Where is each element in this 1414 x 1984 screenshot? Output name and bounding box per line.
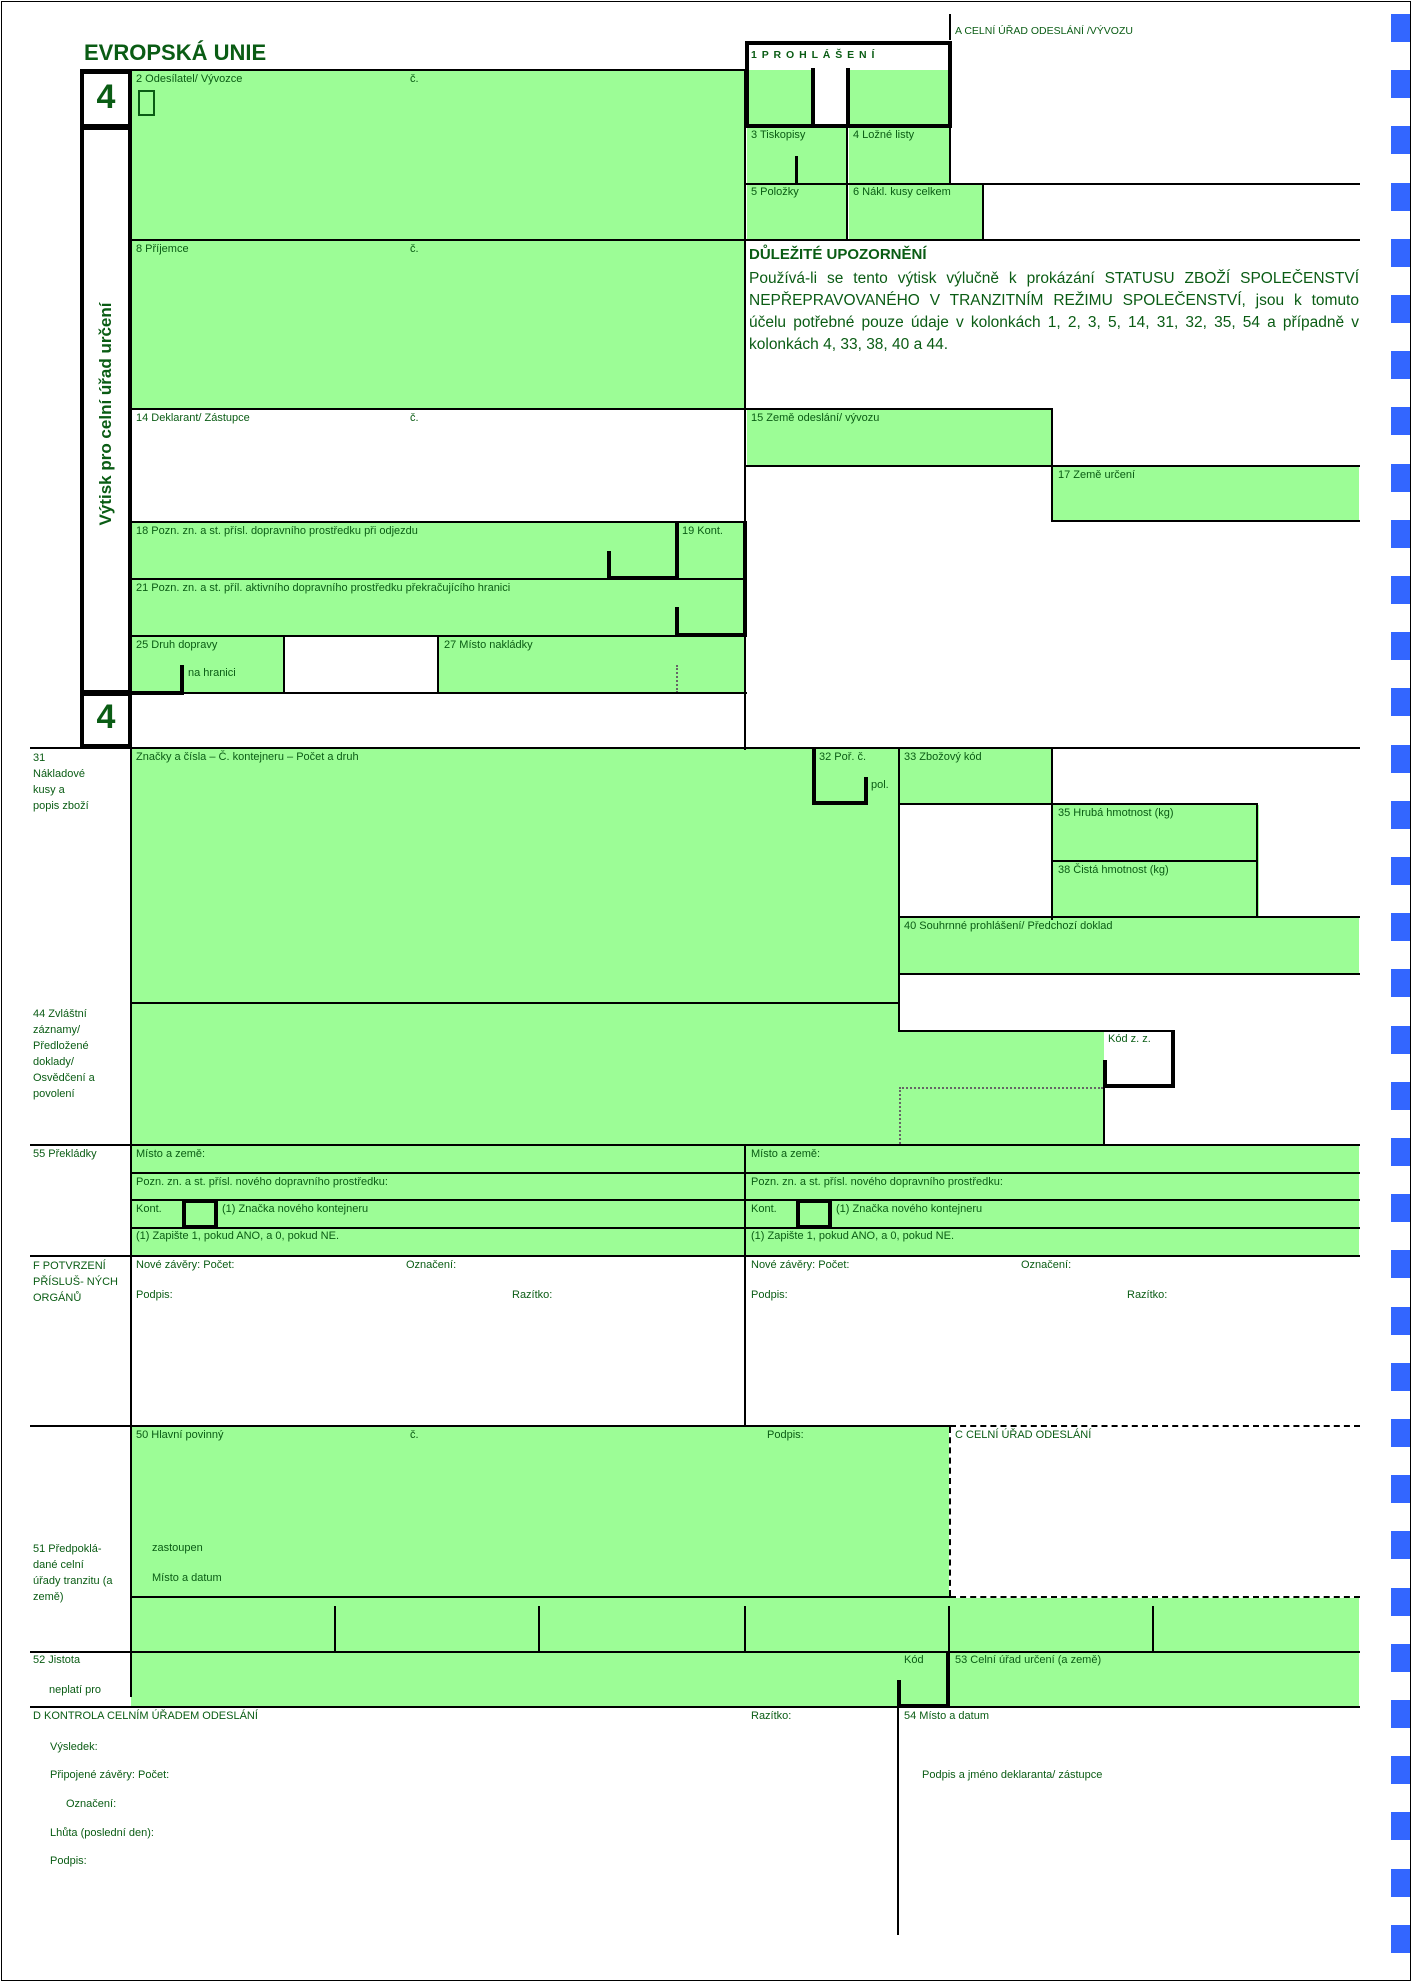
field-d-label: D KONTROLA CELNÍM ÚŘADEM ODESLÁNÍ [33, 1710, 258, 1722]
field-d-ident-label: Označení: [66, 1798, 117, 1810]
perforation-stripe [1391, 1194, 1410, 1222]
field-2-label: 2 Odesílatel/ Vývozce [136, 73, 243, 85]
field-d-sign-label: Podpis: [50, 1855, 87, 1867]
field-53-label: 53 Celní úřad určení (a země) [955, 1654, 1102, 1666]
field-55-cont-right: Kont. [751, 1203, 777, 1215]
perforation-stripe [1391, 464, 1410, 492]
perforation-stripe [1391, 1869, 1410, 1897]
copy-number-bottom: 4 [96, 698, 116, 736]
perforation-stripe [1391, 969, 1410, 997]
perforation-stripe [1391, 14, 1410, 42]
perforation-stripe [1391, 1812, 1410, 1840]
perforation-stripe [1391, 1588, 1410, 1616]
field-2-consignor[interactable] [131, 70, 745, 240]
field-55-mark-right: (1) Značka nového kontejneru [836, 1203, 983, 1215]
perforation-stripe [1391, 1419, 1410, 1447]
perforation-stripe [1391, 745, 1410, 773]
field-50-place-label: Místo a datum [152, 1572, 222, 1584]
perforation-stripe [1391, 801, 1410, 829]
checkbox-icon[interactable] [138, 90, 155, 116]
perforation-stripe [1391, 351, 1410, 379]
field-8-label: 8 Příjemce [136, 243, 189, 255]
field-55-vehicle-right: Pozn. zn. a st. přísl. nového dopravního prostředku: [751, 1176, 1003, 1188]
field-44-code-label: Kód z. z. [1108, 1033, 1151, 1045]
field-55-place-right: Místo a země: [751, 1148, 821, 1160]
page-title: EVROPSKÁ UNIE [84, 40, 267, 65]
field-c-label: C CELNÍ ÚŘAD ODESLÁNÍ [955, 1429, 1092, 1441]
field-50-sign-label: Podpis: [767, 1429, 804, 1441]
field-14-number-label: č. [410, 412, 419, 424]
perforation-stripe [1391, 1250, 1410, 1278]
perforation-stripe [1391, 70, 1410, 98]
perforation-stripe [1391, 1082, 1410, 1110]
perforation-stripe [1391, 1026, 1410, 1054]
field-3-label: 3 Tiskopisy [751, 129, 806, 141]
perforation-stripe [1391, 1644, 1410, 1672]
perforation-stripe [1391, 1138, 1410, 1166]
perforation-stripe [1391, 126, 1410, 154]
field-21-label: 21 Pozn. zn. a st. příl. aktivního dopravního prostředku překračujícího hranici [136, 582, 511, 594]
field-18-label: 18 Pozn. zn. a st. přísl. dopravního prostředku při odjezdu [136, 525, 418, 537]
field-55-place-left: Místo a země: [136, 1148, 206, 1160]
perforation-stripe [1391, 576, 1410, 604]
field-5-label: 5 Položky [751, 186, 799, 198]
box-1-label: 1 P R O H L Á Š E N Í [751, 49, 876, 61]
field-40-label: 40 Souhrnné prohlášení/ Předchozí doklad [904, 920, 1113, 932]
field-32-label: 32 Poř. č. [819, 751, 867, 763]
field-55-mark-left: (1) Značka nového kontejneru [222, 1203, 369, 1215]
field-4-label: 4 Ložné listy [853, 129, 915, 141]
perforation-stripe [1391, 913, 1410, 941]
field-d-seals-label: Připojené závěry: Počet: [50, 1769, 170, 1781]
field-8-consignee[interactable] [131, 241, 745, 409]
field-54-label: 54 Místo a datum [904, 1710, 989, 1722]
perforation-stripe [1391, 1363, 1410, 1391]
notice-text: Používá-li se tento výtisk výlučně k prokázání STATUSU ZBOŽÍ SPOLEČENSTVÍ NEPŘEPRAVOVANÉHO V TRANZITNÍM REŽIMU SPOLEČENSTVÍ, jsou k tomuto účelu potřebné pouze údaje v kolonkách 1, 2, 3, 5, 14, 31, 32, 35, 54 a případně v kolonkách 4, 33, 38, 40 a 44. [749, 270, 1359, 353]
perforation-stripe [1391, 688, 1410, 716]
field-14-label: 14 Deklarant/ Zástupce [136, 412, 250, 424]
field-35-label: 35 Hrubá hmotnost (kg) [1058, 807, 1174, 819]
field-52-sub-label: neplatí pro [49, 1684, 101, 1696]
notice-heading: DŮLEŽITÉ UPOZORNĚNÍ [749, 246, 927, 263]
perforation-stripe [1391, 1531, 1410, 1559]
field-25-label: 25 Druh dopravy [136, 639, 218, 651]
field-54-sign-label: Podpis a jméno deklaranta/ zástupce [922, 1769, 1103, 1781]
perforation-stripe [1391, 857, 1410, 885]
perforation-stripe [1391, 632, 1410, 660]
field-19-label: 19 Kont. [682, 525, 723, 537]
perforation-stripe [1391, 295, 1410, 323]
field-8-number-label: č. [410, 243, 419, 255]
perforation-stripe [1391, 1475, 1410, 1503]
field-6-label: 6 Nákl. kusy celkem [853, 186, 951, 198]
field-25-sub-label: na hranici [188, 667, 236, 679]
field-50-rep-label: zastoupen [152, 1542, 203, 1554]
field-f-side-label: F POTVRZENÍ PŘÍSLUŠ- NÝCH ORGÁNŮ [33, 1260, 118, 1304]
field-f-stamp-right: Razítko: [1127, 1289, 1168, 1301]
perforation-stripe [1391, 1756, 1410, 1784]
field-55-vehicle-left: Pozn. zn. a st. přísl. nového dopravního prostředku: [136, 1176, 388, 1188]
side-label: Výtisk pro celní úřad určení [96, 302, 115, 526]
field-f-stamp-left: Razítko: [512, 1289, 553, 1301]
field-44-side-label: 44 Zvláštní záznamy/ Předložené doklady/ Osvědčení a povolení [33, 1008, 95, 1100]
field-f-seals-right: Nové závěry: Počet: [751, 1259, 850, 1271]
field-50-label: 50 Hlavní povinný [136, 1429, 224, 1441]
perforation-stripe [1391, 1307, 1410, 1335]
field-33-label: 33 Zbožový kód [904, 751, 982, 763]
field-f-sign-left: Podpis: [136, 1289, 173, 1301]
field-32-sub-label: pol. [871, 779, 889, 791]
perforation-stripe [1391, 239, 1410, 267]
perforation-stripe [1391, 520, 1410, 548]
field-2-number-label: č. [410, 73, 419, 85]
field-55-note-right: (1) Zapište 1, pokud ANO, a 0, pokud NE. [751, 1230, 954, 1242]
field-31-label: Značky a čísla – Č. kontejneru – Počet a druh [136, 751, 359, 763]
field-f-ident-right: Označení: [1021, 1259, 1072, 1271]
field-55-side-label: 55 Překládky [33, 1148, 97, 1160]
field-51-side-label: 51 Předpoklá- dané celní úřady tranzitu (a země) [33, 1543, 113, 1603]
copy-number-top: 4 [96, 78, 116, 116]
field-d-deadline-label: Lhůta (poslední den): [50, 1827, 154, 1839]
field-55-note-left: (1) Zapište 1, pokud ANO, a 0, pokud NE. [136, 1230, 339, 1242]
perforation-stripe [1391, 1700, 1410, 1728]
field-50-principal[interactable] [131, 1427, 949, 1596]
field-52-label: 52 Jistota [33, 1654, 81, 1666]
field-17-label: 17 Země určení [1058, 469, 1136, 481]
field-52-53-guarantee[interactable] [131, 1653, 1359, 1708]
field-f-seals-left: Nové závěry: Počet: [136, 1259, 235, 1271]
box-a-label: A CELNÍ ÚŘAD ODESLÁNÍ /VÝVOZU [955, 25, 1133, 37]
perforation-stripe [1391, 183, 1410, 211]
perforation-stripe [1391, 1925, 1410, 1953]
field-31-packages[interactable] [131, 749, 899, 1145]
field-15-label: 15 Země odeslání/ vývozu [751, 412, 880, 424]
field-d-stamp-label: Razítko: [751, 1710, 792, 1722]
perforation-stripe [1391, 407, 1410, 435]
field-55-cont-left: Kont. [136, 1203, 162, 1215]
field-d-result-label: Výsledek: [50, 1741, 98, 1753]
field-38-label: 38 Čistá hmotnost (kg) [1058, 864, 1169, 876]
field-27-label: 27 Místo nakládky [444, 639, 533, 651]
field-f-ident-left: Označení: [406, 1259, 457, 1271]
field-31-side-label: 31 Nákladové kusy a popis zboží [33, 752, 89, 812]
field-f-sign-right: Podpis: [751, 1289, 788, 1301]
field-50-number-label: č. [410, 1429, 419, 1441]
field-52-code-label: Kód [904, 1654, 924, 1666]
